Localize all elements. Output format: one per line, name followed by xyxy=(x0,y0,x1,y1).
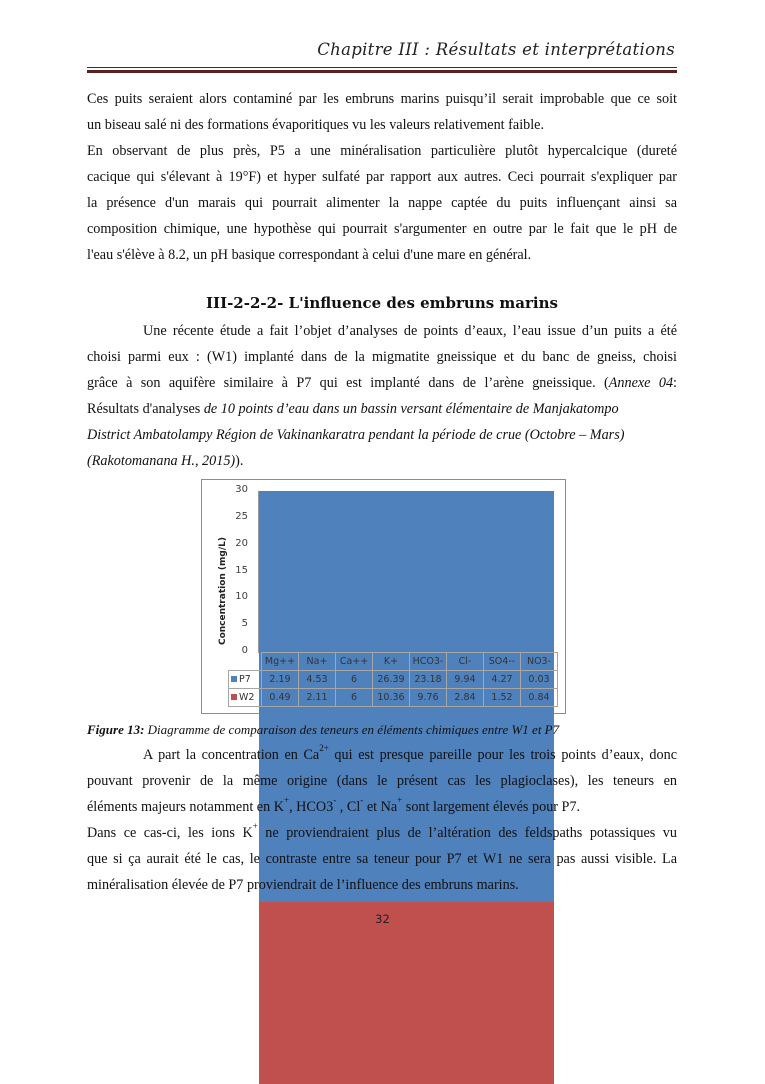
bar-w2 xyxy=(259,1056,554,1071)
legend-key: P7 xyxy=(229,671,262,689)
table-cell: 4.27 xyxy=(484,671,521,689)
bar-p7 xyxy=(259,491,554,503)
text-line: cacique qui s'élevant à 19°F) et hyper sulfaté par rapport aux autres. Ceci pourrait s'expliquer par xyxy=(87,164,677,190)
table-cell: 2.11 xyxy=(299,689,336,707)
table-cell: 6 xyxy=(336,689,373,707)
table-cell: 0.84 xyxy=(521,689,558,707)
table-cell: 0.03 xyxy=(521,671,558,689)
superscript: + xyxy=(284,795,289,805)
text-run: , Cl xyxy=(336,799,360,815)
text-line: choisi parmi eux : (W1) implanté dans de la migmatite gneissique et du banc de gneiss, choisi xyxy=(87,344,677,370)
text-line xyxy=(87,396,677,422)
paragraph-study xyxy=(87,318,677,474)
table-cell: 2.19 xyxy=(262,671,299,689)
table-row xyxy=(229,689,558,707)
bar-w2 xyxy=(259,1071,554,1079)
table-cell: 2.84 xyxy=(447,689,484,707)
text-line: un biseau salé ni des formations évaporitiques vu les valeurs relativement faible. xyxy=(87,112,677,138)
text-run: : xyxy=(673,375,677,391)
paragraph-p5-mineralisation xyxy=(87,138,677,268)
citation: (Rakotomanana H., 2015) xyxy=(87,453,235,469)
superscript: 2+ xyxy=(319,743,329,753)
text-line: composition chimique, une hypothèse qui pourrait s'argumenter en outre par le fait que le pH de xyxy=(87,216,677,242)
y-tick-label: 10 xyxy=(228,591,248,602)
category-label: Cl- xyxy=(447,653,484,671)
paragraph-contamination xyxy=(87,86,677,138)
bar-p7 xyxy=(259,527,554,559)
text-run: Résultats d'analyses xyxy=(87,401,204,417)
text-line: l'eau s'élève à 8.2, un pH basique correspondant à celui d'une mare en général. xyxy=(87,242,677,268)
text-run: ne proviendraient plus de l’altération des feldspaths potassiques vu xyxy=(258,825,677,841)
text-line: Ces puits seraient alors contaminé par les embruns marins puisqu’il serait improbable que ce soit xyxy=(87,86,677,112)
text-line xyxy=(87,448,677,474)
table-cell: 9.94 xyxy=(447,671,484,689)
paragraph-calcium xyxy=(87,742,677,820)
table-cell: 9.76 xyxy=(410,689,447,707)
table-cell: 1.52 xyxy=(484,689,521,707)
y-tick-label: 5 xyxy=(228,618,248,629)
table-row xyxy=(229,671,558,689)
bar-w2 xyxy=(259,948,554,1004)
bar-w2 xyxy=(259,1079,554,1084)
text-line: minéralisation élevée de P7 proviendrait de l’influence des embruns marins. xyxy=(87,872,677,898)
legend-swatch-icon xyxy=(231,694,237,700)
text-line xyxy=(87,794,677,820)
y-tick-label: 25 xyxy=(228,511,248,522)
legend-swatch-icon xyxy=(231,676,237,682)
text-run: grâce à son aquifère similaire à P7 qui est implanté dans de l’arène gneissique. ( xyxy=(87,375,609,391)
table-corner xyxy=(229,653,262,671)
category-label: Na+ xyxy=(299,653,336,671)
text-run: éléments majeurs notamment en K xyxy=(87,799,284,815)
paragraph-potassium xyxy=(87,820,677,898)
header-rule-thin xyxy=(87,67,677,68)
y-axis-label: Concentration (mg/L) xyxy=(218,526,228,656)
superscript: - xyxy=(360,795,363,805)
y-tick-label: 20 xyxy=(228,538,248,549)
page-number: 32 xyxy=(0,912,765,926)
text-run: A part la concentration en Ca xyxy=(143,747,319,763)
text-line xyxy=(87,370,677,396)
text-line: District Ambatolampy Région de Vakinankaratra pendant la période de crue (Octobre – Mars) xyxy=(87,422,677,448)
y-tick-label: 0 xyxy=(228,645,248,656)
text-run: et Na xyxy=(363,799,397,815)
table-cell: 0.49 xyxy=(262,689,299,707)
text-line xyxy=(87,820,677,846)
table-cell: 4.53 xyxy=(299,671,336,689)
annex-reference: Annexe 04 xyxy=(609,375,673,391)
y-tick-label: 30 xyxy=(228,484,248,495)
section-heading: III-2-2-2- L'influence des embruns marins xyxy=(87,294,677,312)
plot-area xyxy=(259,491,554,652)
text-run-italic: de 10 points d’eau dans un bassin versant élémentaire de Manjakatompo xyxy=(204,401,619,417)
text-run: ). xyxy=(235,453,243,469)
superscript: + xyxy=(253,821,258,831)
text-line: Une récente étude a fait l’objet d’analyses de points d’eaux, l’eau issue d’un puits a été xyxy=(87,318,677,344)
table-cell: 10.36 xyxy=(373,689,410,707)
text-line: En observant de plus près, P5 a une minéralisation particulière plutôt hypercalcique (dureté xyxy=(87,138,677,164)
text-run: sont largement élevés pour P7. xyxy=(402,799,580,815)
bar-p7 xyxy=(259,503,554,527)
chart-data-table xyxy=(228,652,558,707)
text-run: qui est presque pareille pour les trois points d’eaux, donc xyxy=(329,747,677,763)
category-label: Mg++ xyxy=(262,653,299,671)
table-cell: 26.39 xyxy=(373,671,410,689)
superscript: + xyxy=(397,795,402,805)
header-rule-thick xyxy=(87,70,677,73)
category-label: HCO3- xyxy=(410,653,447,671)
text-run: Dans ce cas-ci, les ions K xyxy=(87,825,253,841)
figure-caption xyxy=(87,722,559,738)
category-label: K+ xyxy=(373,653,410,671)
text-line: pouvant provenir de la même origine (dans le présent cas les plagioclases), les teneurs en xyxy=(87,768,677,794)
bar-chart xyxy=(201,479,566,714)
figure-caption-text: Diagramme de comparaison des teneurs en éléments chimiques entre W1 et P7 xyxy=(144,722,559,737)
table-cell: 6 xyxy=(336,671,373,689)
legend-key: W2 xyxy=(229,689,262,707)
category-label: NO3- xyxy=(521,653,558,671)
category-label: Ca++ xyxy=(336,653,373,671)
y-tick-label: 15 xyxy=(228,565,248,576)
superscript: - xyxy=(333,795,336,805)
category-label: SO4-- xyxy=(484,653,521,671)
bar-w2 xyxy=(259,1003,554,1055)
figure-label: Figure 13: xyxy=(87,722,144,737)
text-line xyxy=(87,742,677,768)
text-run: , HCO3 xyxy=(289,799,333,815)
text-line: la présence d'un marais qui pourrait alimenter la nappe captée du puits influençant ainsi sa xyxy=(87,190,677,216)
running-title: Chapitre III : Résultats et interprétations xyxy=(317,40,675,59)
text-line: que si ça aurait été le cas, le contraste entre sa teneur pour P7 et W1 ne sera pas aussi visible. La xyxy=(87,846,677,872)
table-cell: 23.18 xyxy=(410,671,447,689)
